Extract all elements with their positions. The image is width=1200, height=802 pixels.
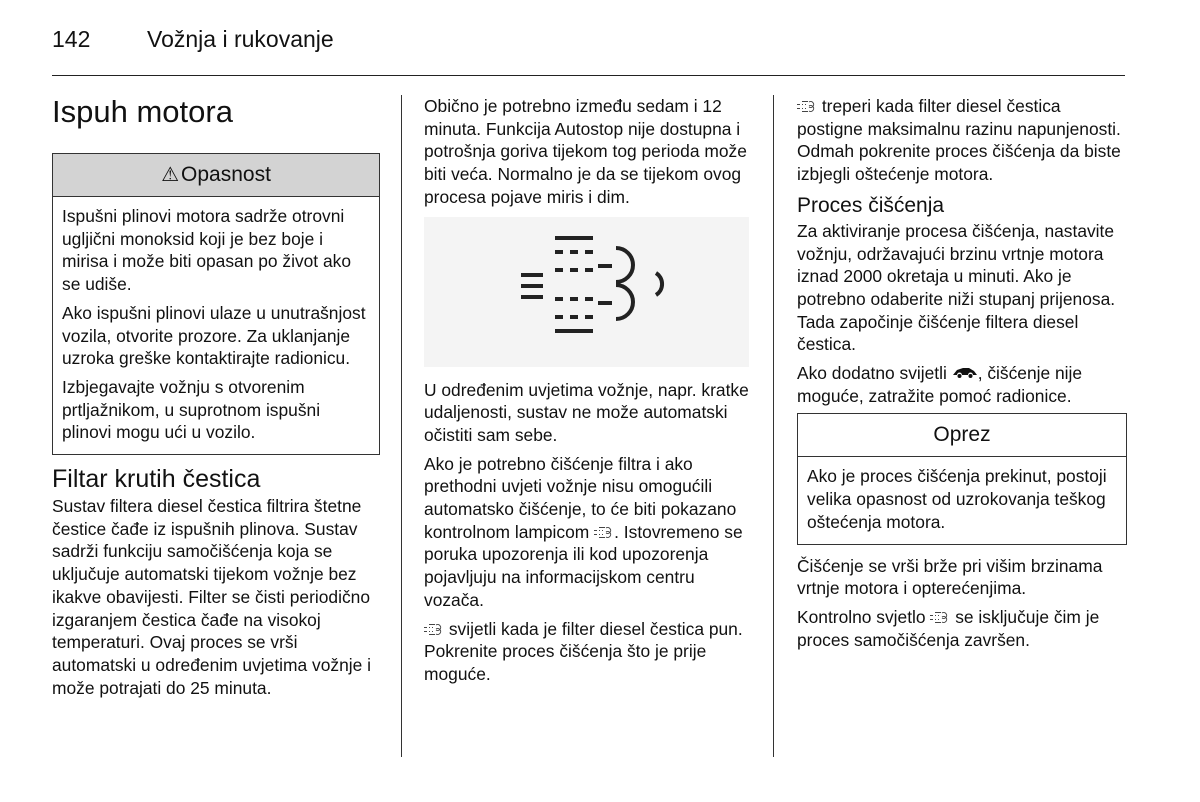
page-number: 142 [52, 26, 91, 52]
dpf-illustration [424, 217, 749, 367]
caution-box-body [798, 457, 1126, 543]
caution-box-header: Oprez [798, 414, 1126, 457]
paragraph: Obično je potrebno između sedam i 12 minuta. Funkcija Autostop nije dostupna i potrošnja goriva tijekom tog perioda može biti veća. Normalno je da se tijekom ovog procesa pojave miris i dim. [424, 96, 747, 207]
paragraph: treperi kada filter diesel čestica postigne maksimalnu razinu napunjenosti. Odmah pokrenite proces čišćenja da biste izbjegli oštećenje motora. [797, 96, 1121, 185]
diesel-particle-filter-icon [424, 623, 444, 636]
danger-box [52, 153, 380, 455]
header-rule [52, 75, 1125, 76]
diesel-particle-filter-icon [797, 100, 817, 113]
danger-label: Opasnost [181, 163, 271, 186]
danger-paragraph: Ispušni plinovi motora sadrže otrovni ugljični monoksid koji je bez boje i mirisa i može biti opasan po život ako se udiše. [62, 206, 352, 295]
column-2 [424, 95, 759, 692]
danger-paragraph: Ako ispušni plinovi ulaze u unutrašnjost vozila, otvorite prozore. Za uklanjanje uzroka greške kontaktirajte radionicu. [62, 302, 366, 369]
column-divider [401, 95, 402, 757]
caution-paragraph: Ako je proces čišćenja prekinut, postoji velika opasnost od uzrokovanja teškog oštećenja motora. [807, 466, 1107, 532]
danger-box-body [53, 197, 379, 454]
caution-box [797, 413, 1127, 544]
paragraph: Za aktiviranje procesa čišćenja, nastavite vožnju, održavajući brzinu vrtnje motora iznad 2000 okretaja u minuti. Ako je potrebno odaberite niži stupanj prijenosa. Tada započinje čišćenje filtera diesel čestica. [797, 220, 1116, 355]
paragraph: svijetli kada je filter diesel čestica pun. Pokrenite proces čišćenja što je prije moguće. [424, 618, 743, 684]
paragraph: Ako je potrebno čišćenje filtra i ako prethodni uvjeti vožnje nisu omogućili automatsko čišćenje, to će biti pokazano kontrolnom lampicom . Istovremeno se poruka upozorenja ili kod upozorenja pojavljuju na informacijskom centru vozača. [424, 453, 743, 610]
chapter-title: Vožnja i rukovanje [147, 26, 334, 52]
diesel-particle-filter-icon [594, 526, 614, 539]
paragraph: Kontrolno svjetlo se isključuje čim je proces samočišćenja završen. [797, 606, 1100, 650]
paragraph: U određenim uvjetima vožnje, napr. kratke udaljenosti, sustav ne može automatski očistiti sam sebe. [424, 379, 749, 445]
column-3 [797, 95, 1127, 657]
diesel-particle-filter-icon [424, 217, 749, 367]
warning-triangle-icon: ⚠ [161, 164, 180, 186]
column-divider [773, 95, 774, 757]
subsection-title-cleaning: Proces čišćenja [797, 193, 945, 217]
diesel-particle-filter-icon [930, 611, 950, 624]
danger-paragraph: Izbjegavajte vožnju s otvorenim prtljažnikom, u suprotnom ispušni plinovi mogu ući u vozilo. [62, 376, 321, 443]
paragraph: Čišćenje se vrši brže pri višim brzinama vrtnje motora i opterećenjima. [797, 555, 1103, 599]
danger-box-header [53, 154, 379, 197]
section-title-filter: Filtar krutih čestica [52, 465, 261, 494]
paragraph: Ako dodatno svijetli , čišćenje nije moguće, zatražite pomoć radionice. [797, 363, 1083, 406]
page-header [52, 26, 334, 53]
engine-car-icon [952, 367, 978, 379]
filter-paragraph: Sustav filtera diesel čestica filtrira štetne čestice čađe iz ispušnih plinova. Sustav sadrži funkciju samočišćenja koja se uključuje automatski tijekom vožnje bez ikakve obavijesti. Filter se čisti periodično izgaranjem čestica čađe na visokoj temperaturi. Ovaj proces se vrši automatski u određenim uvjetima vožnje i može potrajati do 25 minuta. [52, 496, 371, 698]
column-1 [52, 95, 380, 705]
section-title-exhaust: Ispuh motora [52, 94, 233, 129]
